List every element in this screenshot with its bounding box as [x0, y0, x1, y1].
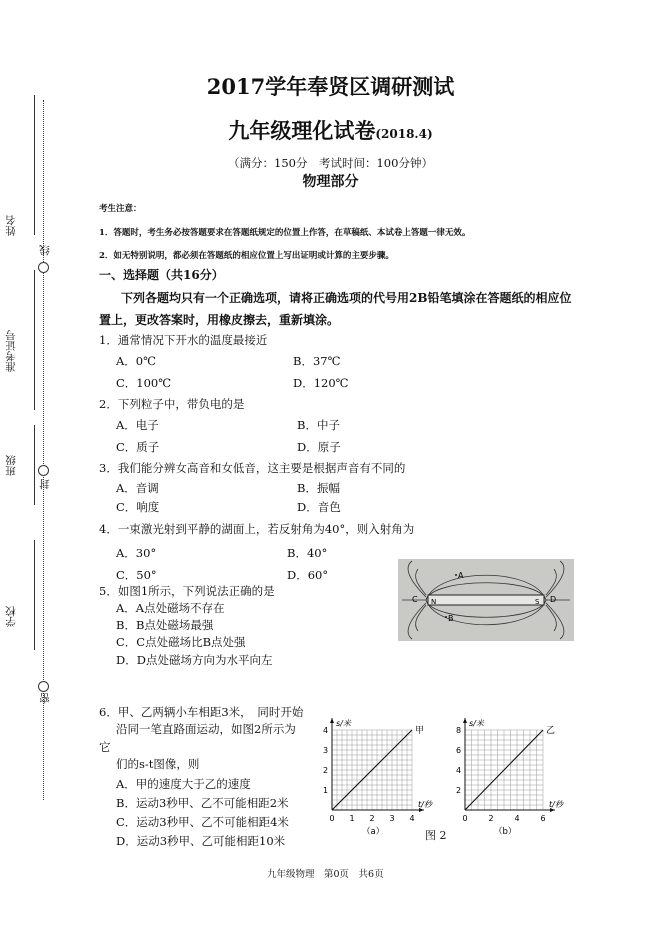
margin-label-class: 班级 [5, 455, 17, 476]
part1-instruction-1: 下列各题均只有一个正确选项，请将正确选项的代号用2B铅笔填涂在答题纸的相应位 [121, 291, 572, 305]
binding-line-school [34, 540, 35, 650]
q6-stem-2: 沿同一笔直路面运动，如图2所示为 [116, 722, 296, 736]
series-label: 甲 [415, 726, 425, 736]
y-tick-label: 1 [323, 786, 329, 795]
x-tick-label: 0 [462, 814, 468, 823]
q4-option-b: B．40° [287, 546, 328, 560]
x-tick-label: 4 [409, 814, 415, 823]
paper-title-date: (2018.4) [375, 127, 433, 141]
y-tick-label: 8 [456, 726, 462, 735]
q4-stem: 4．一束激光射到平静的湖面上，若反射角为40°，则入射角为 [99, 522, 415, 536]
q6-option-b: B．运动3秒甲、乙不可能相距2米 [116, 796, 289, 810]
paper-title-main: 九年级理化试卷 [228, 118, 376, 143]
point-b-label: B [448, 614, 454, 623]
exam-title: 2017学年奉贤区调研测试 [206, 74, 455, 99]
q1-option-d: D．120℃ [293, 376, 349, 390]
x-tick-label: 2 [488, 814, 494, 823]
q5-option-b: B．B点处磁场最强 [116, 618, 214, 632]
q2-option-d: D．原子 [297, 440, 341, 454]
q5-option-c: C．C点处磁场比B点处强 [116, 635, 246, 649]
q3-option-b: B．振幅 [297, 481, 340, 495]
y-axis-label: s/米 [469, 719, 484, 728]
series-label: 乙 [546, 726, 556, 736]
note-2: 2．如无特别说明，都必须在答题纸的相应位置上写出证明或计算的主要步骤。 [99, 251, 394, 261]
part1-heading: 一、选择题（共16分） [99, 268, 224, 282]
magnet-field-svg [398, 559, 574, 641]
q5-option-a: A．A点处磁场不存在 [116, 601, 225, 615]
q6-option-d: D．运动3秒甲、乙可能相距10米 [116, 834, 286, 848]
x-tick-label: 6 [540, 814, 546, 823]
q1-option-b: B．37℃ [293, 354, 341, 368]
y-axis-arrow [463, 718, 467, 723]
point-c-label: C [412, 595, 418, 604]
x-axis-label: t/秒 [418, 800, 432, 809]
pole-n-label: N [431, 598, 437, 606]
graph-a [323, 718, 434, 837]
y-tick-label: 3 [323, 746, 329, 755]
page-footer: 九年级物理 第0页 共6页 [267, 869, 384, 880]
y-axis-label: s/米 [336, 719, 351, 728]
q2-stem: 2．下列粒子中，带负电的是 [99, 397, 245, 411]
margin-label-school: 学校 [5, 606, 17, 627]
seal-circle-2 [38, 465, 49, 476]
q5-option-d: D．D点处磁场方向为水平向左 [116, 653, 273, 667]
pole-s-label: S [535, 598, 540, 606]
q6-stem-3: 它 [99, 740, 111, 754]
figure-2-caption: 图 2 [425, 829, 447, 842]
q1-option-c: C．100℃ [116, 376, 172, 390]
binding-line-exam [34, 270, 35, 410]
q6-option-c: C．运动3秒甲、乙不可能相距4米 [116, 815, 289, 829]
seal-label-line: 线 [39, 245, 51, 256]
q6-stem-4: 们的s-t图像，则 [116, 757, 200, 771]
binding-line-class [34, 425, 35, 505]
q4-option-a: A．30° [116, 546, 157, 560]
q4-option-d: D．60° [287, 568, 329, 582]
q1-option-a: A．0℃ [116, 354, 156, 368]
y-tick-label: 2 [456, 786, 462, 795]
graph-b [456, 718, 565, 837]
q2-option-c: C．质子 [116, 440, 160, 454]
x-tick-label: 3 [389, 814, 395, 823]
y-tick-label: 4 [456, 766, 462, 775]
notes-heading: 考生注意： [99, 204, 142, 214]
q6-option-a: A．甲的速度大于乙的速度 [116, 777, 251, 791]
q5-stem: 5．如图1所示，下列说法正确的是 [99, 584, 275, 598]
x-tick-label: 4 [514, 814, 520, 823]
seal-circle-3 [38, 681, 49, 692]
figure-1-magnet [398, 559, 574, 641]
margin-label-name: 姓名 [5, 215, 17, 236]
section-title: 物理部分 [302, 174, 359, 190]
x-tick-label: 0 [329, 814, 335, 823]
y-axis-arrow [330, 718, 334, 723]
graph-sub-caption: （b） [494, 827, 517, 837]
y-tick-label: 4 [323, 726, 329, 735]
point-a-label: A [458, 571, 464, 580]
q3-option-c: C．响度 [116, 500, 160, 514]
paper-title [0, 118, 661, 143]
x-tick-label: 2 [369, 814, 375, 823]
y-tick-label: 2 [323, 766, 329, 775]
margin-label-exam-no: 准考证号 [5, 330, 17, 372]
seal-label-seal: 封 [39, 479, 51, 490]
score-time: （满分：150分 考试时间：100分钟） [228, 156, 433, 170]
graph-sub-caption: （a） [362, 827, 385, 837]
q3-stem: 3．我们能分辨女高音和女低音，这主要是根据声音有不同的 [99, 461, 406, 475]
q4-option-c: C．50° [116, 568, 157, 582]
x-tick-label: 1 [349, 814, 355, 823]
point-d-label: D [550, 595, 557, 604]
q3-option-d: D．音色 [297, 500, 341, 514]
q1-stem: 1．通常情况下开水的温度最接近 [99, 333, 268, 347]
seal-circle-1 [38, 262, 49, 273]
x-axis-label: t/秒 [549, 800, 563, 809]
y-tick-label: 6 [456, 746, 462, 755]
q3-option-a: A．音调 [116, 481, 159, 495]
q6-stem-1: 6．甲、乙两辆小车相距3米， 同时开始 [99, 705, 304, 719]
q2-option-b: B．中子 [297, 418, 340, 432]
seal-label-mi: 密 [39, 693, 51, 704]
figure-2-graphs [320, 710, 580, 850]
q2-option-a: A．电子 [116, 418, 159, 432]
part1-instruction-2: 置上，更改答案时，用橡皮擦去，重新填涂。 [99, 313, 340, 327]
note-1: 1．答题时，考生务必按答题要求在答题纸规定的位置上作答，在草稿纸、本试卷上答题一律无效。 [99, 228, 471, 238]
